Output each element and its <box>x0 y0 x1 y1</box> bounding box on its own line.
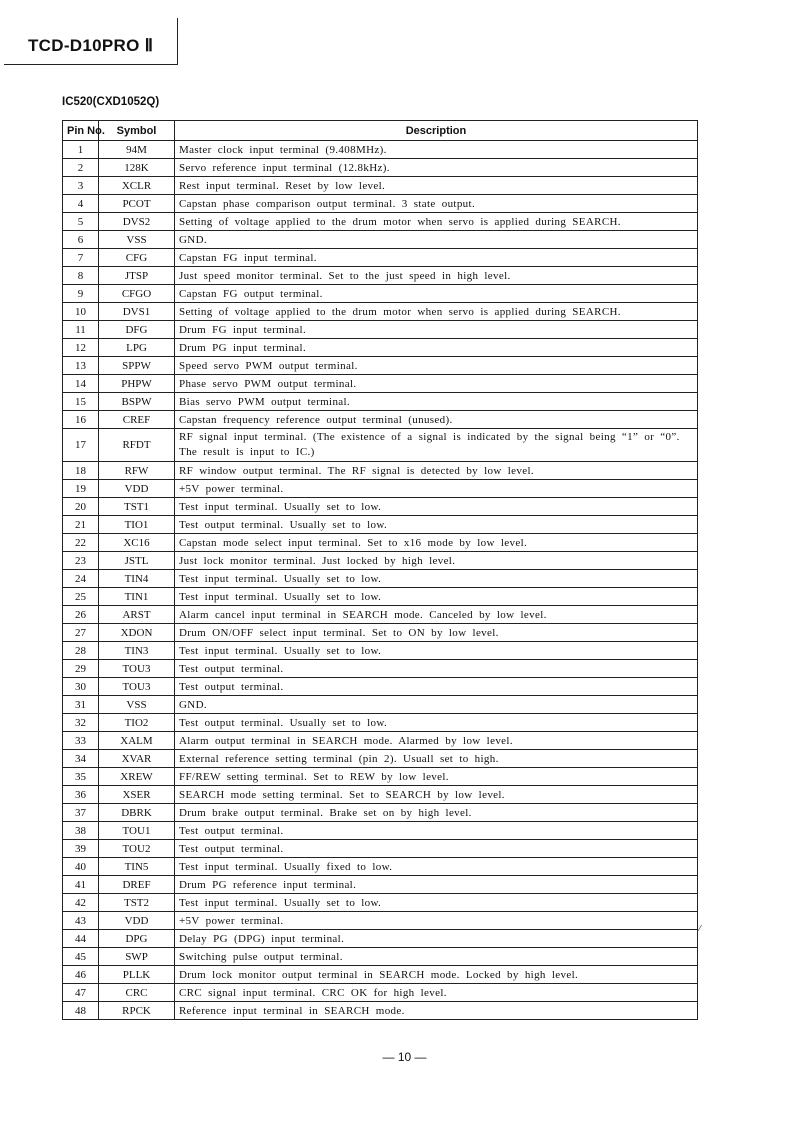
pin-symbol: VSS <box>99 696 175 714</box>
header-symbol: Symbol <box>99 121 175 141</box>
table-row <box>63 948 698 966</box>
pin-description: Drum lock monitor output terminal in SEARCH mode. Locked by high level. <box>175 966 698 984</box>
table-row <box>63 642 698 660</box>
pin-description: Capstan mode select input terminal. Set to x16 mode by low level. <box>175 534 698 552</box>
pin-description: Setting of voltage applied to the drum motor when servo is applied during SEARCH. <box>175 303 698 321</box>
pin-description: Test output terminal. <box>175 840 698 858</box>
pin-number: 24 <box>63 570 99 588</box>
table-row <box>63 966 698 984</box>
pin-symbol: VDD <box>99 480 175 498</box>
table-row <box>63 375 698 393</box>
pin-number: 35 <box>63 768 99 786</box>
pin-number: 40 <box>63 858 99 876</box>
pin-description: Capstan FG input terminal. <box>175 249 698 267</box>
pin-description: RF window output terminal. The RF signal is detected by low level. <box>175 462 698 480</box>
table-row <box>63 285 698 303</box>
pin-number: 32 <box>63 714 99 732</box>
table-row <box>63 480 698 498</box>
table-row <box>63 930 698 948</box>
table-row <box>63 177 698 195</box>
pin-number: 12 <box>63 339 99 357</box>
pin-symbol: XCLR <box>99 177 175 195</box>
pin-description: Setting of voltage applied to the drum motor when servo is applied during SEARCH. <box>175 213 698 231</box>
margin-mark: ⁄ <box>699 924 701 935</box>
pin-description: +5V power terminal. <box>175 480 698 498</box>
pin-number: 27 <box>63 624 99 642</box>
pin-number: 16 <box>63 411 99 429</box>
pin-number: 17 <box>63 429 99 462</box>
pin-number: 21 <box>63 516 99 534</box>
pin-symbol: XALM <box>99 732 175 750</box>
pin-number: 30 <box>63 678 99 696</box>
pin-description: Test output terminal. <box>175 678 698 696</box>
table-row <box>63 321 698 339</box>
pin-number: 39 <box>63 840 99 858</box>
pin-number: 43 <box>63 912 99 930</box>
pin-description: Test input terminal. Usually set to low. <box>175 570 698 588</box>
table-row <box>63 732 698 750</box>
table-row <box>63 786 698 804</box>
pin-number: 3 <box>63 177 99 195</box>
pin-description: Test input terminal. Usually set to low. <box>175 498 698 516</box>
pin-number: 1 <box>63 141 99 159</box>
pin-number: 44 <box>63 930 99 948</box>
pin-symbol: DBRK <box>99 804 175 822</box>
pin-number: 4 <box>63 195 99 213</box>
table-row <box>63 696 698 714</box>
pin-number: 36 <box>63 786 99 804</box>
pin-symbol: DREF <box>99 876 175 894</box>
table-row <box>63 822 698 840</box>
pin-number: 7 <box>63 249 99 267</box>
pin-description: FF/REW setting terminal. Set to REW by low level. <box>175 768 698 786</box>
pin-symbol: RFDT <box>99 429 175 462</box>
pin-symbol: JTSP <box>99 267 175 285</box>
pin-number: 29 <box>63 660 99 678</box>
pin-description: SEARCH mode setting terminal. Set to SEARCH by low level. <box>175 786 698 804</box>
pin-description: Just lock monitor terminal. Just locked by high level. <box>175 552 698 570</box>
table-row <box>63 606 698 624</box>
pin-description: Speed servo PWM output terminal. <box>175 357 698 375</box>
table-row <box>63 393 698 411</box>
pin-description: Test output terminal. <box>175 660 698 678</box>
pin-description: Test input terminal. Usually set to low. <box>175 894 698 912</box>
pin-description: Drum PG input terminal. <box>175 339 698 357</box>
table-row <box>63 498 698 516</box>
pin-description: Drum PG reference input terminal. <box>175 876 698 894</box>
pin-symbol: TOU1 <box>99 822 175 840</box>
pin-number: 14 <box>63 375 99 393</box>
pin-number: 10 <box>63 303 99 321</box>
pin-number: 45 <box>63 948 99 966</box>
pin-symbol: CFG <box>99 249 175 267</box>
pin-description: Switching pulse output terminal. <box>175 948 698 966</box>
table-row <box>63 357 698 375</box>
pin-number: 15 <box>63 393 99 411</box>
table-row <box>63 534 698 552</box>
pin-description: Drum ON/OFF select input terminal. Set to ON by low level. <box>175 624 698 642</box>
pin-number: 9 <box>63 285 99 303</box>
table-row <box>63 840 698 858</box>
pin-symbol: TIN4 <box>99 570 175 588</box>
pin-number: 26 <box>63 606 99 624</box>
table-row <box>63 804 698 822</box>
table-row <box>63 411 698 429</box>
pin-symbol: DPG <box>99 930 175 948</box>
pin-description: Just speed monitor terminal. Set to the just speed in high level. <box>175 267 698 285</box>
pin-symbol: VDD <box>99 912 175 930</box>
table-row <box>63 660 698 678</box>
pin-symbol: VSS <box>99 231 175 249</box>
pin-description: GND. <box>175 696 698 714</box>
pin-description: Delay PG (DPG) input terminal. <box>175 930 698 948</box>
pin-number: 47 <box>63 984 99 1002</box>
pin-symbol: XREW <box>99 768 175 786</box>
header-divider-vertical <box>177 18 178 64</box>
table-row <box>63 624 698 642</box>
pin-description: Rest input terminal. Reset by low level. <box>175 177 698 195</box>
pin-symbol: DVS1 <box>99 303 175 321</box>
page-header <box>0 18 180 66</box>
pin-symbol: TOU2 <box>99 840 175 858</box>
pin-symbol: 128K <box>99 159 175 177</box>
pin-description: Capstan frequency reference output terminal (unused). <box>175 411 698 429</box>
pin-description: RF signal input terminal. (The existence of a signal is indicated by the signal being “1” or “0”. The result is input to IC.) <box>175 429 698 462</box>
pin-number: 42 <box>63 894 99 912</box>
pin-description: GND. <box>175 231 698 249</box>
pin-number: 31 <box>63 696 99 714</box>
pin-symbol: TOU3 <box>99 678 175 696</box>
table-row <box>63 678 698 696</box>
table-row <box>63 231 698 249</box>
pin-number: 22 <box>63 534 99 552</box>
table-row <box>63 750 698 768</box>
table-row <box>63 894 698 912</box>
pin-symbol: PCOT <box>99 195 175 213</box>
pin-symbol: XSER <box>99 786 175 804</box>
pin-number: 8 <box>63 267 99 285</box>
pin-number: 48 <box>63 1002 99 1020</box>
pin-description: Capstan FG output terminal. <box>175 285 698 303</box>
pin-symbol: TIO1 <box>99 516 175 534</box>
table-body <box>63 141 698 1020</box>
table-row <box>63 552 698 570</box>
pin-description: Test input terminal. Usually fixed to low. <box>175 858 698 876</box>
table-row <box>63 912 698 930</box>
pin-number: 41 <box>63 876 99 894</box>
pin-symbol: PHPW <box>99 375 175 393</box>
pin-description: Drum brake output terminal. Brake set on by high level. <box>175 804 698 822</box>
pin-description: External reference setting terminal (pin 2). Usuall set to high. <box>175 750 698 768</box>
table-row <box>63 159 698 177</box>
pin-description: Test output terminal. Usually set to low. <box>175 516 698 534</box>
page-number: — 10 — <box>382 1050 427 1064</box>
pin-number: 28 <box>63 642 99 660</box>
pin-number: 34 <box>63 750 99 768</box>
pin-number: 13 <box>63 357 99 375</box>
pin-number: 18 <box>63 462 99 480</box>
pin-number: 11 <box>63 321 99 339</box>
model-title: TCD-D10PRO Ⅱ <box>28 36 154 55</box>
table-row <box>63 516 698 534</box>
pin-symbol: LPG <box>99 339 175 357</box>
ic-title: IC520(CXD1052Q) <box>62 96 160 108</box>
pin-symbol: XC16 <box>99 534 175 552</box>
table-row <box>63 303 698 321</box>
table-header-row <box>63 121 698 141</box>
pin-description-table <box>62 120 698 1020</box>
pin-symbol: TST2 <box>99 894 175 912</box>
table-row <box>63 1002 698 1020</box>
pin-symbol: CFGO <box>99 285 175 303</box>
pin-number: 2 <box>63 159 99 177</box>
table-row <box>63 429 698 462</box>
pin-description: Capstan phase comparison output terminal. 3 state output. <box>175 195 698 213</box>
table-row <box>63 462 698 480</box>
pin-symbol: XDON <box>99 624 175 642</box>
table-row <box>63 141 698 159</box>
pin-description: CRC signal input terminal. CRC OK for high level. <box>175 984 698 1002</box>
pin-description: Master clock input terminal (9.408MHz). <box>175 141 698 159</box>
pin-number: 20 <box>63 498 99 516</box>
pin-symbol: TOU3 <box>99 660 175 678</box>
pin-symbol: TIN5 <box>99 858 175 876</box>
table-row <box>63 858 698 876</box>
table-row <box>63 339 698 357</box>
pin-symbol: RFW <box>99 462 175 480</box>
pin-description: Drum FG input terminal. <box>175 321 698 339</box>
table-row <box>63 267 698 285</box>
pin-symbol: TIO2 <box>99 714 175 732</box>
pin-number: 33 <box>63 732 99 750</box>
pin-symbol: DVS2 <box>99 213 175 231</box>
pin-description: Alarm output terminal in SEARCH mode. Alarmed by low level. <box>175 732 698 750</box>
pin-symbol: JSTL <box>99 552 175 570</box>
pin-number: 38 <box>63 822 99 840</box>
pin-description: +5V power terminal. <box>175 912 698 930</box>
pin-symbol: RPCK <box>99 1002 175 1020</box>
header-description: Description <box>175 121 698 141</box>
pin-symbol: BSPW <box>99 393 175 411</box>
pin-symbol: XVAR <box>99 750 175 768</box>
pin-symbol: DFG <box>99 321 175 339</box>
pin-symbol: TIN3 <box>99 642 175 660</box>
pin-description: Servo reference input terminal (12.8kHz). <box>175 159 698 177</box>
pin-number: 25 <box>63 588 99 606</box>
pin-symbol: PLLK <box>99 966 175 984</box>
pin-number: 6 <box>63 231 99 249</box>
pin-number: 37 <box>63 804 99 822</box>
table-row <box>63 570 698 588</box>
table-row <box>63 213 698 231</box>
pin-description: Test output terminal. Usually set to low. <box>175 714 698 732</box>
pin-description: Bias servo PWM output terminal. <box>175 393 698 411</box>
table-row <box>63 249 698 267</box>
header-divider-horizontal <box>4 64 178 65</box>
header-pin-no: Pin No. <box>63 121 99 141</box>
pin-number: 46 <box>63 966 99 984</box>
pin-description: Reference input terminal in SEARCH mode. <box>175 1002 698 1020</box>
pin-symbol: CREF <box>99 411 175 429</box>
pin-symbol: TST1 <box>99 498 175 516</box>
pin-symbol: SPPW <box>99 357 175 375</box>
table-row <box>63 714 698 732</box>
pin-symbol: TIN1 <box>99 588 175 606</box>
table-row <box>63 588 698 606</box>
pin-number: 5 <box>63 213 99 231</box>
table-row <box>63 984 698 1002</box>
table-row <box>63 768 698 786</box>
pin-number: 23 <box>63 552 99 570</box>
pin-symbol: SWP <box>99 948 175 966</box>
pin-description: Alarm cancel input terminal in SEARCH mode. Canceled by low level. <box>175 606 698 624</box>
pin-symbol: CRC <box>99 984 175 1002</box>
pin-description: Test input terminal. Usually set to low. <box>175 642 698 660</box>
pin-description: Test input terminal. Usually set to low. <box>175 588 698 606</box>
pin-number: 19 <box>63 480 99 498</box>
pin-symbol: ARST <box>99 606 175 624</box>
pin-description: Phase servo PWM output terminal. <box>175 375 698 393</box>
pin-description: Test output terminal. <box>175 822 698 840</box>
table-row <box>63 195 698 213</box>
table-row <box>63 876 698 894</box>
pin-symbol: 94M <box>99 141 175 159</box>
